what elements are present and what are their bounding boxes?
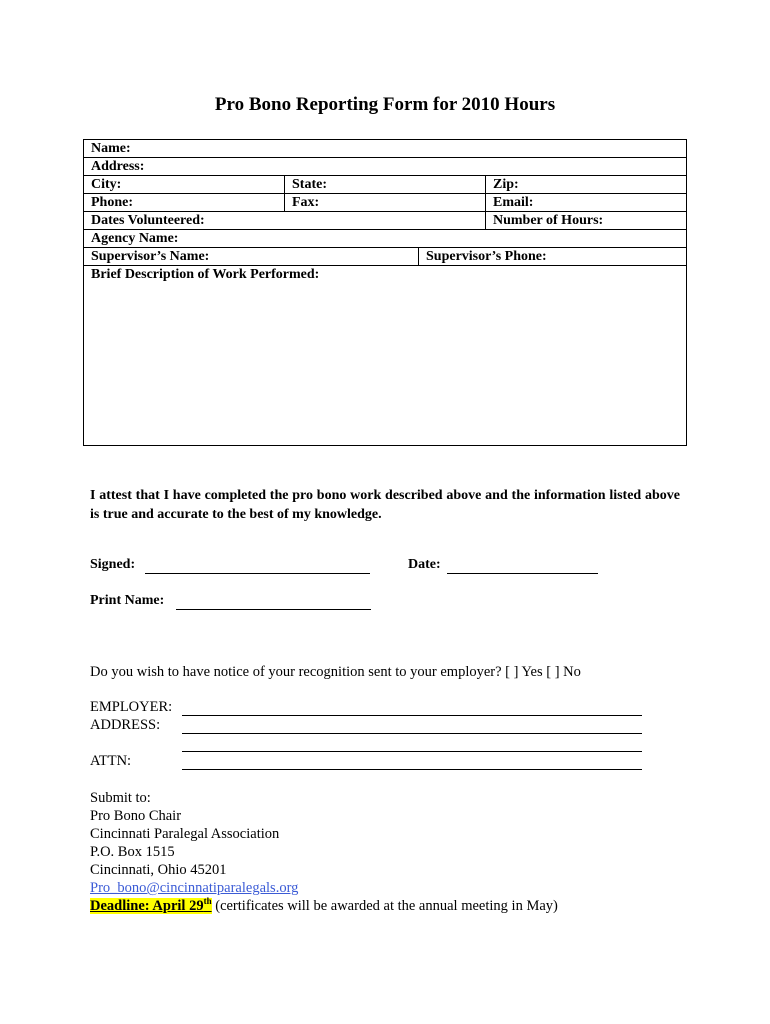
signed-label: Signed: xyxy=(90,557,136,572)
date-line[interactable] xyxy=(447,573,598,574)
submit-line-chair: Pro Bono Chair xyxy=(90,808,182,824)
employer-label: EMPLOYER: xyxy=(90,699,173,715)
agency-name-field[interactable]: Agency Name: xyxy=(91,231,179,246)
print-name-label: Print Name: xyxy=(90,593,165,608)
employer-line[interactable] xyxy=(182,715,642,716)
submit-block xyxy=(90,789,558,915)
employer-address-line-1[interactable] xyxy=(182,733,642,734)
fax-field[interactable]: Fax: xyxy=(284,194,485,211)
row-dates xyxy=(84,212,686,230)
phone-field[interactable]: Phone: xyxy=(91,195,133,210)
page-title: Pro Bono Reporting Form for 2010 Hours xyxy=(214,94,556,115)
number-of-hours-field[interactable]: Number of Hours: xyxy=(485,212,686,229)
state-field[interactable]: State: xyxy=(284,176,485,193)
deadline-label: Deadline: April 29 xyxy=(90,898,204,914)
submit-line-association: Cincinnati Paralegal Association xyxy=(90,826,280,842)
deadline-sup: th xyxy=(203,896,212,907)
row-name xyxy=(84,140,686,158)
print-name-line[interactable] xyxy=(176,609,371,610)
info-table xyxy=(83,139,687,446)
dates-volunteered-field[interactable]: Dates Volunteered: xyxy=(91,213,205,228)
name-field[interactable]: Name: xyxy=(91,141,131,156)
submit-line-city: Cincinnati, Ohio 45201 xyxy=(90,862,227,878)
deadline-highlight xyxy=(90,898,212,914)
zip-field[interactable]: Zip: xyxy=(485,176,686,193)
email-field[interactable]: Email: xyxy=(485,194,686,211)
address-field[interactable] xyxy=(84,158,686,175)
employer-address-label: ADDRESS: xyxy=(90,717,161,733)
date-label: Date: xyxy=(408,557,441,572)
submit-heading: Submit to: xyxy=(90,790,151,806)
row-supervisor xyxy=(84,248,686,266)
row-city xyxy=(84,176,686,194)
supervisor-name-field[interactable]: Supervisor’s Name: xyxy=(91,249,210,264)
attestation-text: I attest that I have completed the pro bono work described above and the information listed above is true and accurate to the best of my knowledge. xyxy=(90,488,680,522)
deadline-note: (certificates will be awarded at the annual meeting in May) xyxy=(211,898,558,914)
deadline-line xyxy=(90,897,558,915)
employer-address-line-2[interactable] xyxy=(182,751,642,752)
row-agency xyxy=(84,230,686,248)
attn-line[interactable] xyxy=(182,769,642,770)
city-field[interactable]: City: xyxy=(91,177,122,192)
attn-label: ATTN: xyxy=(90,753,132,769)
submit-email-link[interactable]: Pro_bono@cincinnatiparalegals.org xyxy=(90,880,299,896)
employer-notice-question[interactable]: Do you wish to have notice of your recognition sent to your employer? [ ] Yes [ ] No xyxy=(90,664,581,680)
description-field[interactable]: Brief Description of Work Performed: xyxy=(91,267,320,282)
row-description xyxy=(84,266,686,445)
signed-line[interactable] xyxy=(145,573,370,574)
supervisor-phone-field[interactable]: Supervisor’s Phone: xyxy=(418,248,686,265)
address-label: Address: xyxy=(91,159,145,174)
submit-line-pobox: P.O. Box 1515 xyxy=(90,844,175,860)
row-phone xyxy=(84,194,686,212)
row-address xyxy=(84,158,686,176)
